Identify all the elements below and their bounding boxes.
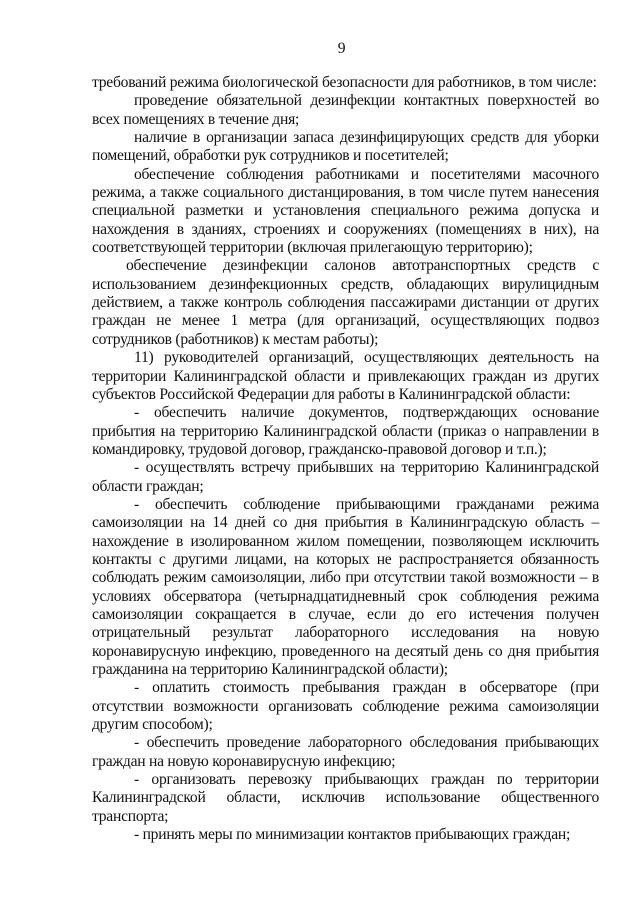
paragraph-item-11: 11) руководителей организаций, осуществляющих деятельность на территории Калининградской области и привлекающих граждан из других субъектов Российской Федерации для работы в Калининградской области: bbox=[92, 349, 599, 403]
list-item-self-isolation: - обеспечить соблюдение прибывающими гражданами режима самоизоляции на 14 дней со дня прибытия в Калининградскую область – нахождение в изолированном жилом помещении, позволяющем исключить контакты с другими лицами, на которых не распространяется обязанность соблюдать режим самоизоляции, либо при отсутствии такой возможности – в условиях обсерватора (четырнадцатидневный срок соблюдения режима самоизоляции сокращается в случае, если до его истечения получен отрицательный результат лабораторного исследования на новую коронавирусную инфекцию, проведенного на десятый день со дня прибытия гражданина на территорию Калининградской области); bbox=[92, 495, 599, 678]
paragraph-disinfectant-stock: наличие в организации запаса дезинфицирующих средств для уборки помещений, обработки рук сотрудников и посетителей; bbox=[92, 129, 599, 165]
list-item-minimize-contacts: - принять меры по минимизации контактов прибывающих граждан; bbox=[134, 826, 571, 844]
paragraph-vehicle-disinfection: обеспечение дезинфекции салонов автотранспортных средств с использованием дезинфекционных средств, обладающих вирулицидным действием, а также контроль соблюдения пассажирами дистанции от других граждан не менее 1 метра (для организаций, осуществляющих подвоз сотрудников (работников) к местам работы); bbox=[92, 257, 599, 348]
list-item-transport: - организовать перевозку прибывающих граждан по территории Калининградской области, исключив использование общественного транспорта; bbox=[92, 771, 599, 825]
list-item-documents: - обеспечить наличие документов, подтверждающих основание прибытия на территорию Калининградской области (приказ о направлении в командировку, трудовой договор, гражданско-правовой договор и т.п.); bbox=[92, 404, 599, 458]
paragraph-mask-regime: обеспечение соблюдения работниками и посетителями масочного режима, а также социального дистанцирования, в том числе путем нанесения специальной разметки и установления специального режима допуска и нахождения в зданиях, строениях и сооружениях (помещениях в них), на соответствующей территории (включая прилегающую территорию); bbox=[92, 165, 599, 257]
paragraph-requirements-intro: требований режима биологической безопасности для работников, в том числе: bbox=[92, 74, 597, 91]
list-item-observator-payment: - оплатить стоимость пребывания граждан в обсерваторе (при отсутствии возможности организовать соблюдение режима самоизоляции другим способом); bbox=[92, 679, 599, 734]
paragraph-disinfection-surfaces: проведение обязательной дезинфекции контактных поверхностей во всех помещениях в течение дня; bbox=[92, 92, 599, 128]
list-item-lab-testing: - обеспечить проведение лабораторного обследования прибывающих граждан на новую коронавирусную инфекцию; bbox=[92, 734, 599, 770]
list-item-meeting: - осуществлять встречу прибывших на территорию Калининградской области граждан; bbox=[92, 459, 599, 495]
document-page bbox=[92, 40, 599, 844]
page-number: 9 bbox=[337, 40, 346, 57]
